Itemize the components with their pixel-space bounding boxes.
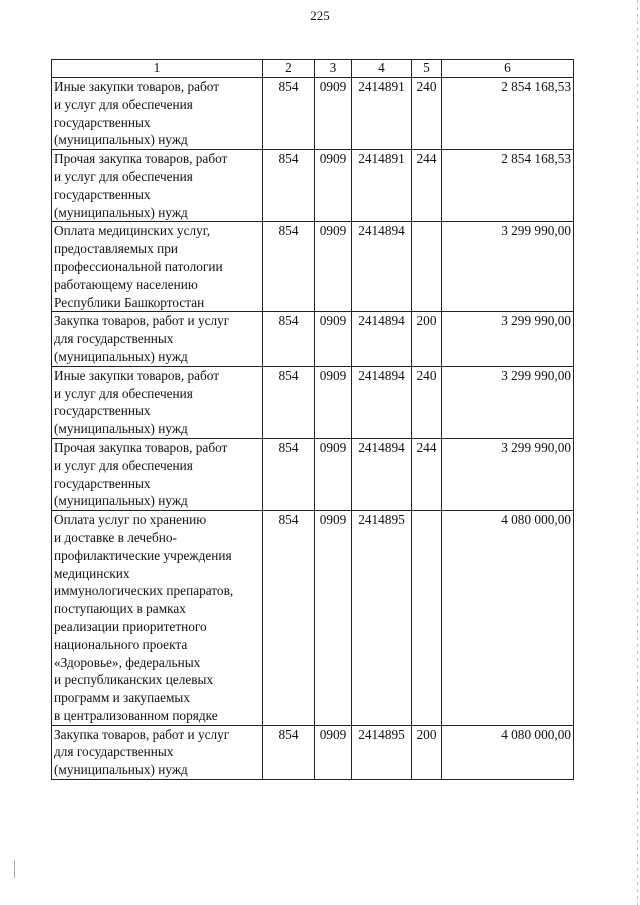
- row-code-expense-type: 240: [412, 78, 442, 150]
- row-code-expense-type: 200: [412, 312, 442, 366]
- table-row: [52, 511, 574, 726]
- row-amount: 4 080 000,00: [442, 511, 574, 726]
- row-code-ministry: 854: [263, 725, 315, 779]
- row-code-expense-type: [412, 222, 442, 312]
- row-code-ministry: 854: [263, 150, 315, 222]
- row-code-section: 0909: [315, 366, 352, 438]
- scan-edge-artifact: [637, 0, 638, 905]
- row-name: Иные закупки товаров, работ и услуг для обеспечения государственных (муниципальных) нужд: [52, 78, 263, 150]
- row-code-expense-type: 244: [412, 150, 442, 222]
- header-col-6: 6: [442, 60, 574, 78]
- row-amount: 3 299 990,00: [442, 438, 574, 510]
- row-code-ministry: 854: [263, 312, 315, 366]
- row-code-target: 2414894: [352, 366, 412, 438]
- table-header-row: [52, 60, 574, 78]
- row-code-section: 0909: [315, 78, 352, 150]
- table-row: [52, 725, 574, 779]
- table-row: [52, 366, 574, 438]
- row-code-expense-type: 240: [412, 366, 442, 438]
- row-code-ministry: 854: [263, 511, 315, 726]
- header-col-3: 3: [315, 60, 352, 78]
- row-code-target: 2414895: [352, 511, 412, 726]
- header-col-5: 5: [412, 60, 442, 78]
- row-name: Закупка товаров, работ и услуг для государственных (муниципальных) нужд: [52, 725, 263, 779]
- row-code-target: 2414891: [352, 78, 412, 150]
- row-name: Закупка товаров, работ и услуг для государственных (муниципальных) нужд: [52, 312, 263, 366]
- row-code-ministry: 854: [263, 222, 315, 312]
- row-amount: 3 299 990,00: [442, 366, 574, 438]
- table-row: [52, 312, 574, 366]
- row-code-expense-type: 244: [412, 438, 442, 510]
- header-col-4: 4: [352, 60, 412, 78]
- row-code-expense-type: [412, 511, 442, 726]
- row-name: Прочая закупка товаров, работ и услуг для обеспечения государственных (муниципальных) нужд: [52, 438, 263, 510]
- row-code-section: 0909: [315, 438, 352, 510]
- row-code-ministry: 854: [263, 366, 315, 438]
- row-amount: 3 299 990,00: [442, 312, 574, 366]
- table-row: [52, 222, 574, 312]
- row-code-section: 0909: [315, 150, 352, 222]
- row-code-ministry: 854: [263, 438, 315, 510]
- budget-table: [51, 59, 574, 780]
- row-code-target: 2414891: [352, 150, 412, 222]
- row-amount: 3 299 990,00: [442, 222, 574, 312]
- header-col-2: 2: [263, 60, 315, 78]
- table-row: [52, 150, 574, 222]
- row-amount: 4 080 000,00: [442, 725, 574, 779]
- scan-mark-artifact: [14, 860, 15, 878]
- row-name: Прочая закупка товаров, работ и услуг для обеспечения государственных (муниципальных) нужд: [52, 150, 263, 222]
- table-row: [52, 78, 574, 150]
- row-code-section: 0909: [315, 511, 352, 726]
- row-name: Оплата медицинских услуг, предоставляемых при профессиональной патологии работающему населению Республики Башкортостан: [52, 222, 263, 312]
- header-col-1: 1: [52, 60, 263, 78]
- row-name: Оплата услуг по хранению и доставке в лечебно- профилактические учреждения медицинских иммунологических препаратов, поступающих в рамках реализации приоритетного национального проекта «Здоровье», федеральных и республиканских целевых программ и закупаемых в централизованном порядке: [52, 511, 263, 726]
- row-code-section: 0909: [315, 222, 352, 312]
- row-amount: 2 854 168,53: [442, 78, 574, 150]
- row-code-target: 2414894: [352, 222, 412, 312]
- row-code-target: 2414894: [352, 312, 412, 366]
- page-number: 225: [310, 8, 330, 23]
- row-code-target: 2414895: [352, 725, 412, 779]
- row-code-section: 0909: [315, 312, 352, 366]
- row-code-ministry: 854: [263, 78, 315, 150]
- row-amount: 2 854 168,53: [442, 150, 574, 222]
- row-code-section: 0909: [315, 725, 352, 779]
- row-name: Иные закупки товаров, работ и услуг для обеспечения государственных (муниципальных) нужд: [52, 366, 263, 438]
- row-code-expense-type: 200: [412, 725, 442, 779]
- row-code-target: 2414894: [352, 438, 412, 510]
- table-row: [52, 438, 574, 510]
